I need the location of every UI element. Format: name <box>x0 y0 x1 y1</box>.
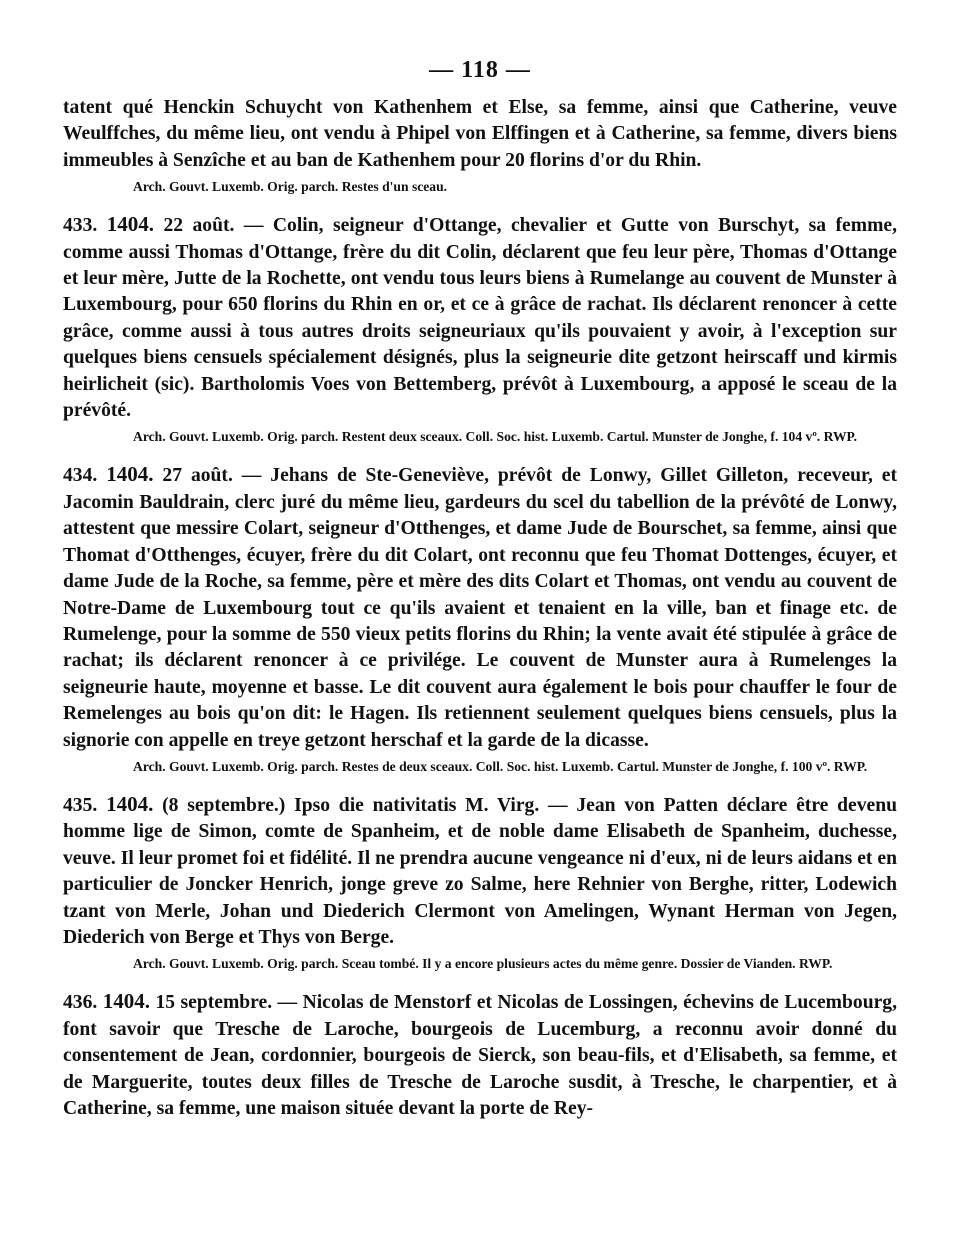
entry-text <box>63 461 897 753</box>
entry-436 <box>63 988 897 1122</box>
entry-number: 433. <box>63 215 98 237</box>
entry-435 <box>63 791 897 974</box>
entry-source: Arch. Gouvt. Luxemb. Orig. parch. Restent deux sceaux. Coll. Soc. hist. Luxemb. Cartul. Munster de Jonghe, f. 104 vº. RWP. <box>133 429 857 445</box>
entry-year: 1404. <box>102 989 150 1014</box>
entry-body: (8 septembre.) Ipso die nativitatis M. Virg. — Jean von Patten déclare être devenu homme lige de Simon, comte de Spanheim, et de noble dame Elisabeth de Spanheim, duchesse, veuve. Il leur promet foi et fidélité. Il ne prendra aucune vengeance ni d'eux, ni de leurs aidans et en particulier de Joncker Henrich, jonge greve zo Salme, here Rehnier von Berghe, ritter, Lodewich tzant von Merle, Johan und Diederich Clermont von Amelingen, Wynant Herman von Jegen, Diederich von Berge et Thys von Berge. <box>63 794 898 948</box>
entry-year: 1404. <box>106 212 154 237</box>
opening-source: Arch. Gouvt. Luxemb. Orig. parch. Restes d'un sceau. <box>133 179 448 195</box>
entry-source: Arch. Gouvt. Luxemb. Orig. parch. Sceau tombé. Il y a encore plusieurs actes du même genre. Dossier de Vianden. RWP. <box>133 956 833 972</box>
entry-434 <box>63 461 897 776</box>
page-number: — 118 — <box>429 57 531 83</box>
entry-year: 1404. <box>106 791 154 816</box>
entry-year: 1404. <box>106 462 154 487</box>
document-page <box>63 55 897 1122</box>
entry-number: 435. <box>63 794 98 816</box>
entry-433 <box>63 211 897 447</box>
opening-paragraph: tatent qué Henckin Schuycht von Kathenhem et Else, sa femme, ainsi que Catherine, veuve Weulffches, du même lieu, ont vendu à Phipel von Elffingen et à Catherine, sa femme, divers biens immeubles à Senzîche et au ban de Kathenhem pour 20 florins d'or du Rhin. <box>63 97 897 171</box>
entry-text <box>63 988 897 1122</box>
entry-number: 436. <box>63 992 98 1014</box>
entry-number: 434. <box>63 465 98 487</box>
entry-body: 15 septembre. — Nicolas de Menstorf et Nicolas de Lossingen, échevins de Lucembourg, font savoir que Tresche de Laroche, bourgeois de Lucemburg, a reconnu avoir donné du consentement de Jean, cordonnier, bourgeois de Sierck, son beau-fils, et d'Elisabeth, sa femme, et de Marguerite, toutes deux filles de Tresche de Laroche susdit, à Tresche, le charpentier, et à Catherine, sa femme, une maison située devant la porte de Rey- <box>63 992 897 1119</box>
entry-text <box>63 791 897 951</box>
entry-source: Arch. Gouvt. Luxemb. Orig. parch. Restes de deux sceaux. Coll. Soc. hist. Luxemb. Cartul. Munster de Jonghe, f. 100 vº. RWP. <box>133 758 868 774</box>
entry-body: 22 août. — Colin, seigneur d'Ottange, chevalier et Gutte von Burschyt, sa femme, comme aussi Thomas d'Ottange, frère du dit Colin, déclarent que feu leur père, Thomas d'Ottange et leur mère, Jutte de la Rochette, ont vendu tous leurs biens à Rumelange au couvent de Munster à Luxembourg, pour 650 florins du Rhin en or, et ce à grâce de rachat. Ils déclarent renoncer à cette grâce, comme aussi à tous autres droits seigneuriaux qu'ils pouvaient y avoir, à l'exception sur quelques biens censuels spécialement désignés, plus la seigneurie dite getzont heirscaff und kirmis heirlicheit (sic). Bartholomis Voes von Bettemberg, prévôt à Luxembourg, a apposé le sceau de la prévôté. <box>63 215 897 422</box>
entry-body: 27 août. — Jehans de Ste-Geneviève, prévôt de Lonwy, Gillet Gilleton, receveur, et Jacomin Bauldrain, clerc juré du même lieu, gardeurs du scel du tabellion de la prévôté de Lonwy, attestent que messire Colart, seigneur d'Otthenges, et dame Jude de Bourschet, sa femme, ainsi que Thomat d'Otthenges, écuyer, frère du dit Colart, ont reconnu que feu Thomat Dottenges, écuyer, et dame Jude de la Roche, sa femme, père et mère des dits Colart et Thomas, ont vendu au couvent de Notre-Dame de Luxembourg tout ce qu'ils avaient et tenaient en la ville, ban et finage etc. de Rumelenge, pour la somme de 550 vieux petits florins du Rhin; la vente avait été stipulée à grâce de rachat; ils déclarent renoncer à ce privilége. Le couvent de Munster aura à Rumelenges la seigneurie haute, moyenne et basse. Le dit couvent aura également le bois pour chauffer le four de Remelenges au bois qu'on dit: le Hagen. Ils retiennent seulement quelques biens censuels, plus la signorie con appelle en treye getzont herschaf et la garde de la dicasse. <box>63 465 897 751</box>
entry-text <box>63 211 897 424</box>
